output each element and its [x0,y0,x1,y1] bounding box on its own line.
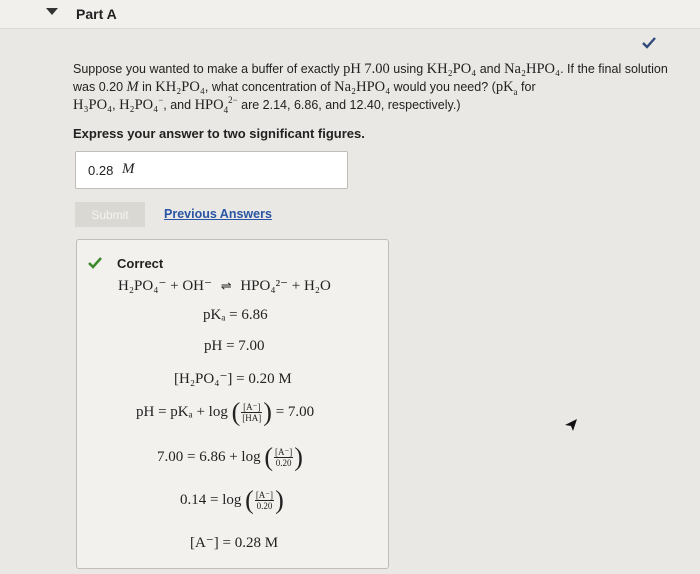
correct-label: Correct [117,256,164,271]
concentration-step: [H₂PO₄⁻] = 0.20 M [174,371,292,387]
answer-value: 0.28 [88,163,114,178]
question-text: Suppose you wanted to make a buffer of exactly pH 7.00 using KH₂PO₄ and Na₂HPO₄. If the final solution was 0.20 M in KH₂PO₄, what concentration of Na₂HPO₄ would you need? ($pK_a$ for H₃PO₄, H₂PO₄−, and $HPO_4^{2-}$ are 2.14, 6.86, and 12.40, respectively.) [73,61,668,115]
pka-step: pKₐ = 6.86 [203,307,268,323]
previous-answers-link[interactable]: Previous Answers [164,207,272,221]
log-step: 0.14 = log ( $\frac{[A^-]}{0.20}$ ) [180,485,284,515]
mouse-cursor-icon [563,417,579,433]
answer-input[interactable] [75,151,348,189]
part-title: Part A [76,6,117,22]
ph-step: pH = 7.00 [204,338,265,354]
instruction-text: Express your answer to two significant figures. [73,126,365,141]
substitution-step: 7.00 = 6.86 + log ( $\frac{[A^-]}{0.20}$ ) [157,442,303,472]
henderson-hasselbalch-step: pH = pKₐ + log ( $\frac{[A^-]}{[HA]}$ ) = 7.00 [136,397,315,427]
result-step: [A⁻] = 0.28 M [190,535,279,551]
answer-unit: M [122,161,135,177]
reaction-equation: H₂PO₄⁻ + OH⁻ ⇌ HPO₄²⁻ + H₂O [118,278,331,294]
correct-check-icon [87,256,103,270]
submit-button[interactable]: Submit [75,202,145,227]
part-header[interactable] [0,0,700,29]
answered-checkmark-icon [640,34,658,52]
collapse-caret-icon[interactable] [46,8,58,15]
